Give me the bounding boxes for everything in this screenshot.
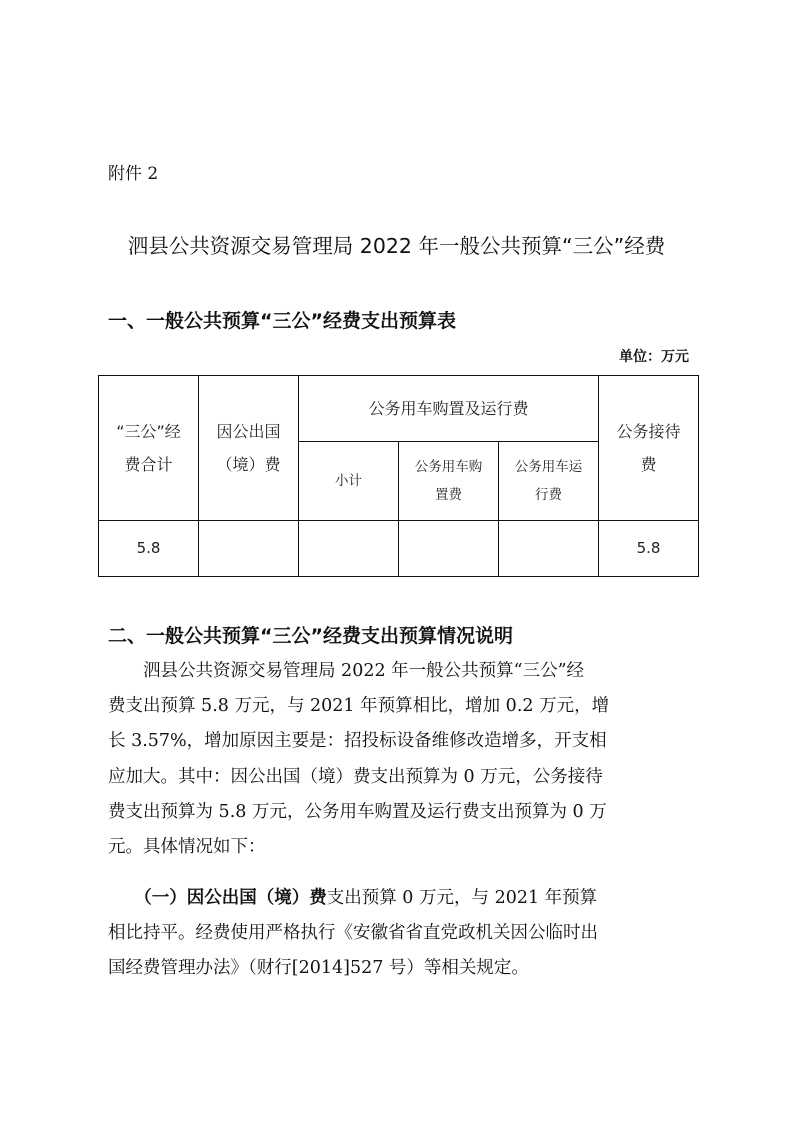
paragraph-line: 费支出预算 5.8 万元，与 2021 年预算相比，增加 0.2 万元，增 (108, 696, 610, 717)
header-reception (599, 376, 699, 521)
header-reception-line1: 公务接待 (616, 422, 681, 441)
paragraph-line: 元。具体情况如下： (108, 836, 266, 857)
cell-abroad (199, 521, 299, 577)
header-operation-line1: 公务用车运 (514, 459, 583, 475)
paragraph-line: 泗县公共资源交易管理局 2022 年一般公共预算“三公”经 (108, 661, 585, 681)
subsection1-paragraph (108, 881, 698, 987)
subsection1-line1-text: 支出预算 0 万元，与 2021 年预算 (326, 888, 598, 908)
header-reception-line2: 费 (640, 455, 657, 474)
subsection1-heading: （一）因公出国（境）费 (143, 888, 327, 908)
paragraph-line (108, 881, 698, 916)
paragraph-line: 国经费管理办法》（财行[2014]527 号）等相关规定。 (108, 958, 529, 979)
header-operation (499, 442, 599, 521)
section2-heading: 二、一般公共预算“三公”经费支出预算情况说明 (108, 625, 513, 647)
header-abroad-line1: 因公出国 (216, 422, 281, 441)
header-subtotal: 小计 (299, 442, 399, 521)
header-total (99, 376, 199, 521)
paragraph-line: 长 3.57%，增加原因主要是：招投标设备维修改造增多，开支相 (108, 731, 607, 752)
paragraph-line: 应加大。其中：因公出国（境）费支出预算为 0 万元，公务接待 (108, 766, 603, 787)
header-purchase-line1: 公务用车购 (414, 459, 483, 475)
section1-heading: 一、一般公共预算“三公”经费支出预算表 (108, 310, 456, 332)
cell-total: 5.8 (99, 521, 199, 577)
header-purchase (399, 442, 499, 521)
header-operation-line2: 行费 (535, 487, 563, 503)
header-purchase-line2: 置费 (435, 487, 462, 503)
cell-purchase (399, 521, 499, 577)
paragraph-line: 费支出预算为 5.8 万元，公务用车购置及运行费支出预算为 0 万 (108, 801, 607, 822)
budget-table (98, 375, 699, 577)
cell-reception: 5.8 (599, 521, 699, 577)
explanation-paragraph (108, 654, 698, 865)
header-vehicle-group: 公务用车购置及运行费 (299, 376, 599, 442)
header-abroad-line2: （境）费 (216, 455, 281, 474)
cell-operation (499, 521, 599, 577)
unit-label: 单位：万元 (619, 349, 689, 365)
paragraph-line: 相比持平。经费使用严格执行《安徽省省直党政机关因公临时出 (108, 923, 598, 944)
header-total-line2: 费合计 (124, 455, 173, 474)
table-row (99, 521, 699, 577)
header-total-line1: “三公”经 (116, 422, 181, 441)
document-title: 泗县公共资源交易管理局 2022 年一般公共预算“三公”经费 (127, 234, 666, 258)
attachment-label: 附件 2 (108, 164, 159, 184)
cell-subtotal (299, 521, 399, 577)
header-abroad (199, 376, 299, 521)
